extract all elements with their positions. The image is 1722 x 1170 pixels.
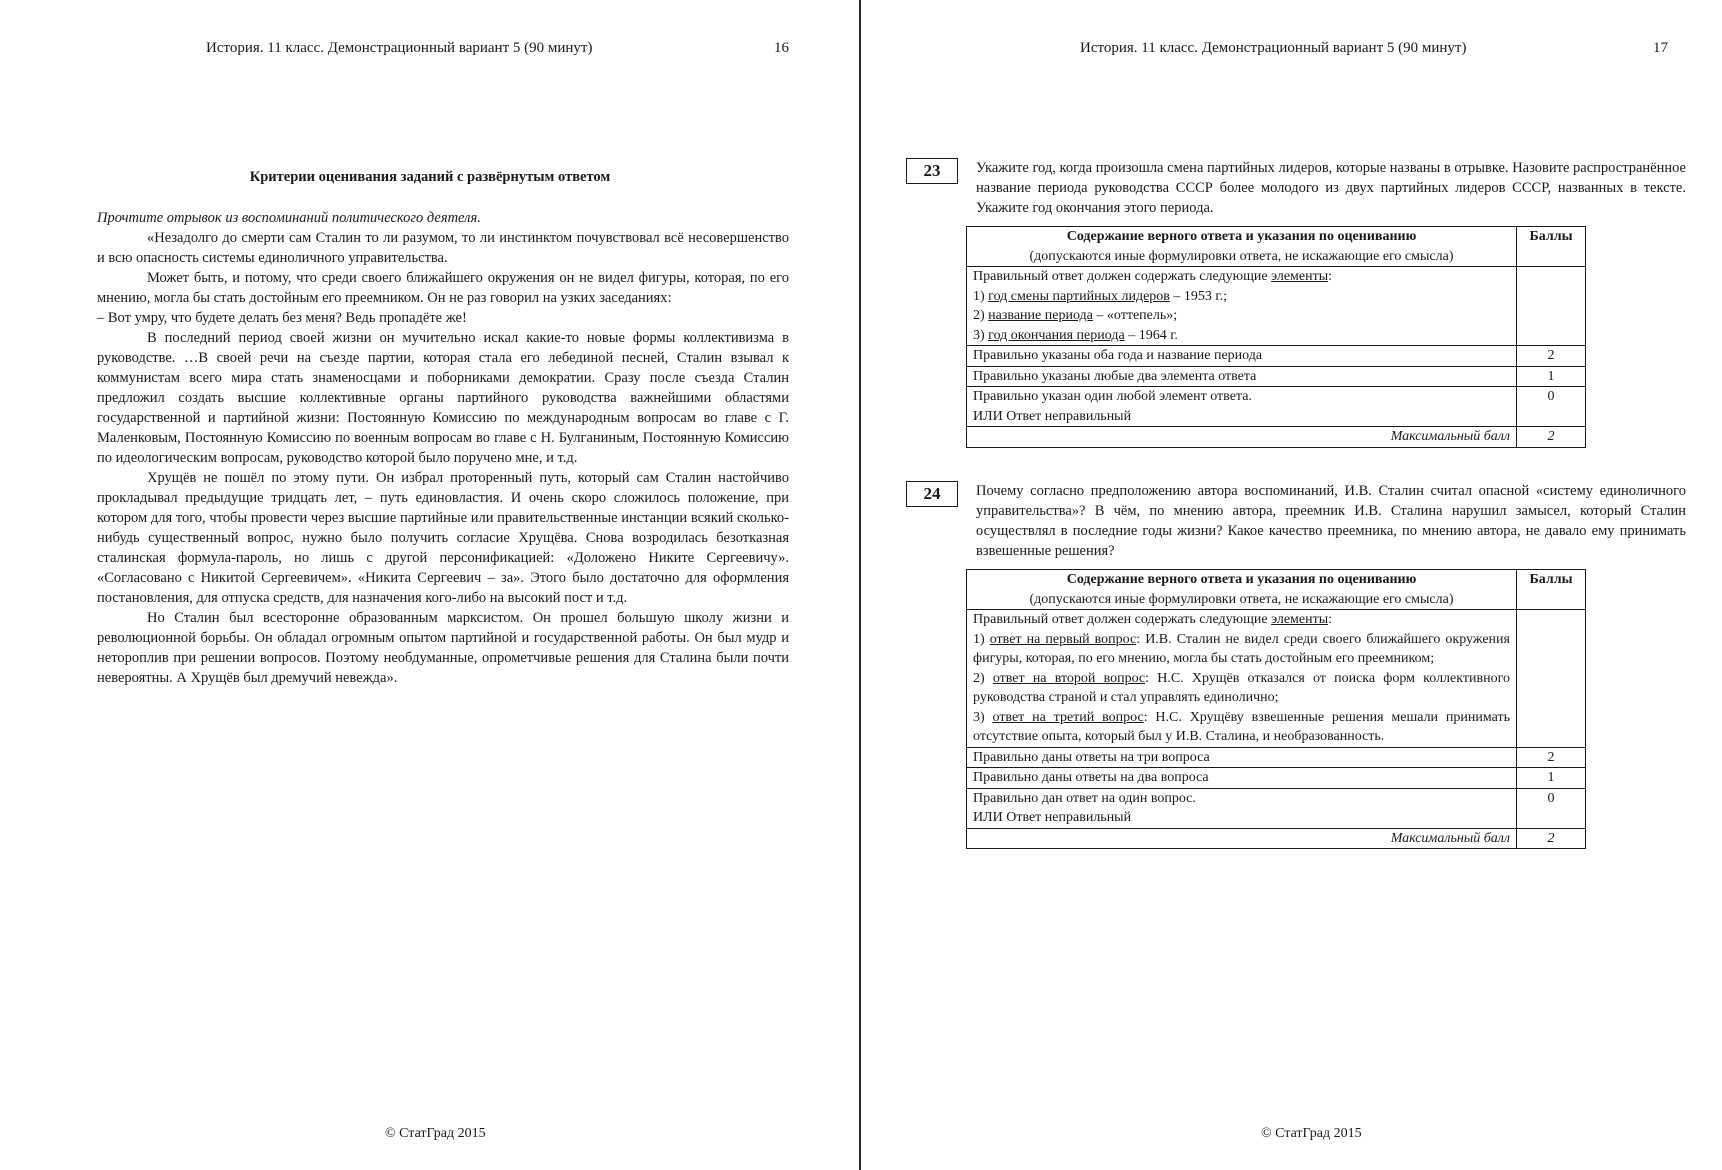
right-page bbox=[862, 0, 1722, 1170]
element-num: 3) bbox=[973, 327, 989, 343]
answer-intro: Правильный ответ должен содержать следующие bbox=[973, 612, 1272, 627]
header-note: (допускаются иные формулировки ответа, не искажающие его смысла) bbox=[1029, 248, 1454, 264]
table-row bbox=[967, 267, 1586, 346]
task-number-box: 24 bbox=[906, 481, 958, 507]
page-divider bbox=[859, 0, 861, 1170]
answer-intro-colon: : bbox=[1328, 612, 1333, 627]
table-header-content bbox=[967, 227, 1517, 267]
element-text: : Н.С. Хрущёву взвешенные решения мешали принимать отсутствие опыта, который был у И.В. Сталина, и необразованность. bbox=[973, 709, 1510, 744]
max-score-value: 2 bbox=[1517, 828, 1586, 849]
element-num: 3) bbox=[973, 709, 993, 725]
answer-element bbox=[973, 630, 1510, 669]
page-header: История. 11 класс. Демонстрационный вариант 5 (90 минут) bbox=[1080, 40, 1467, 56]
table-header-row bbox=[967, 570, 1586, 610]
header-title: Содержание верного ответа и указания по оцениванию bbox=[1066, 572, 1417, 587]
element-num: 2) bbox=[973, 308, 989, 323]
criterion-score: 0 bbox=[1517, 387, 1586, 427]
criterion-text: Правильно указаны оба года и название периода bbox=[967, 346, 1517, 367]
element-num: 1) bbox=[973, 288, 989, 304]
max-score-row bbox=[967, 427, 1586, 448]
header-score bbox=[1517, 227, 1586, 267]
criterion-text-line: ИЛИ Ответ неправильный bbox=[973, 810, 1132, 825]
element-num: 2) bbox=[973, 670, 993, 686]
element-text: – 1964 г. bbox=[1124, 327, 1178, 343]
element-text: : И.В. Сталин не видел среди своего ближайшего окружения фигуры, которая, по его мнению, могла бы стать достойным его преемником; bbox=[973, 631, 1510, 666]
max-score-row bbox=[967, 828, 1586, 849]
passage-paragraph: Хрущёв не пошёл по этому пути. Он избрал проторенный путь, который сам Сталин настойчиво прокладывал предыдущие тридцать лет, – путь единовластия. И очень скоро сложилось положение, при котором для того, чтобы провести через высшие партийные или правительственные инстанции всякий сколько-нибудь существенный вопрос, нужно было получить согласие Хрущёва. Снова возродилась безотказная сталинская формула-пароль, но лишь с другой персонификацией: «Доложено Никите Сергеевичу». «Согласовано с Никитой Сергеевичем». «Никита Сергеевич – за». Этого было достаточно для оформления постановления, для отпуска средств, для назначения кого-либо на высокий пост и т.д. bbox=[97, 470, 789, 606]
header-score-label: Баллы bbox=[1529, 572, 1573, 587]
table-row bbox=[967, 610, 1586, 748]
page-number: 17 bbox=[1653, 40, 1668, 56]
answer-element bbox=[973, 326, 1510, 346]
header-title: Содержание верного ответа и указания по оцениванию bbox=[1066, 229, 1417, 244]
passage-paragraph: – Вот умру, что будете делать без меня? Ведь пропадёте же! bbox=[97, 310, 467, 326]
criterion-score: 1 bbox=[1517, 768, 1586, 789]
answer-elements bbox=[967, 267, 1517, 346]
table-row bbox=[967, 366, 1586, 387]
left-page bbox=[0, 0, 860, 1170]
page-footer: © СтатГрад 2015 bbox=[385, 1126, 486, 1141]
answer-intro-colon: : bbox=[1328, 269, 1333, 284]
answer-element bbox=[973, 287, 1510, 307]
element-label: год смены партийных лидеров bbox=[988, 288, 1170, 304]
max-score-label: Максимальный балл bbox=[967, 828, 1517, 849]
passage-paragraph: «Незадолго до смерти сам Сталин то ли разумом, то ли инстинктом почувствовал всё несовершенство и всю опасность системы единоличного управительства. bbox=[97, 230, 789, 266]
task-question: Укажите год, когда произошла смена партийных лидеров, которые названы в отрывке. Назовите распространённое название периода руководства СССР более молодого из двух партийных лидеров СССР, названных в тексте. Укажите год окончания этого периода. bbox=[976, 160, 1686, 216]
passage-intro: Прочтите отрывок из воспоминаний политического деятеля. bbox=[97, 210, 481, 226]
element-num: 1) bbox=[973, 631, 990, 647]
header-score bbox=[1517, 570, 1586, 610]
empty-score bbox=[1517, 267, 1586, 346]
element-label: год окончания периода bbox=[988, 327, 1125, 343]
table-row bbox=[967, 747, 1586, 768]
table-header-row bbox=[967, 227, 1586, 267]
criterion-text bbox=[967, 788, 1517, 828]
criterion-score: 2 bbox=[1517, 346, 1586, 367]
criterion-text: Правильно даны ответы на три вопроса bbox=[967, 747, 1517, 768]
passage-paragraph: Но Сталин был всесторонне образованным марксистом. Он прошел большую школу жизни и революционной борьбы. Он обладал огромным опытом партийной и государственной работы. Он был мудр и нетороплив при решении вопросов. Поэтому необдуманные, опрометчивые решения для Сталина были почти невероятны. А Хрущёв был дремучий невежда». bbox=[97, 610, 789, 686]
answer-element bbox=[973, 669, 1510, 708]
criterion-text-line: Правильно указан один любой элемент ответа. bbox=[973, 389, 1252, 404]
element-label: ответ на первый вопрос bbox=[989, 631, 1137, 647]
empty-score bbox=[1517, 610, 1586, 748]
answer-intro: Правильный ответ должен содержать следующие bbox=[973, 269, 1272, 284]
criterion-text-line: Правильно дан ответ на один вопрос. bbox=[973, 790, 1196, 806]
answer-element bbox=[973, 708, 1510, 747]
passage-paragraph: В последний период своей жизни он мучительно искал какие-то новые формы коллективизма в руководстве. …В своей речи на съезде партии, которая стала его лебединой песней, Сталин взывал к коммунистам всего мира стать знаменосцами и поборниками демократии. Сразу после съезда Сталин предложил создать высшие коллективные органы партийного руководства важнейшими областями государственной и партийной жизни: Постоянную Комиссию по международным вопросам во главе с Г. Маленковым, Постоянную Комиссию по военным вопросам во главе с Н. Булганиным, Постоянную Комиссию по идеологическим вопросам, руководство которой было поручено мне, и т.д. bbox=[97, 330, 789, 466]
answer-intro-underlined: элементы bbox=[1271, 612, 1329, 627]
element-label: название периода bbox=[988, 308, 1093, 323]
answer-intro-underlined: элементы bbox=[1271, 269, 1329, 284]
criterion-score: 2 bbox=[1517, 747, 1586, 768]
passage-paragraph: Может быть, и потому, что среди своего ближайшего окружения он не видел фигуры, которая, по его мнению, могла бы стать достойным его преемником. Он не раз говорил на узких заседаниях: bbox=[97, 270, 789, 306]
task-23 bbox=[906, 158, 1686, 448]
page-number: 16 bbox=[774, 40, 789, 56]
page-footer: © СтатГрад 2015 bbox=[1261, 1126, 1362, 1141]
page-header: История. 11 класс. Демонстрационный вариант 5 (90 минут) bbox=[206, 40, 593, 56]
source-passage bbox=[97, 208, 789, 688]
element-text: : Н.С. Хрущёв отказался от поиска форм коллективного руководства страной и стал управлять единолично; bbox=[973, 670, 1510, 705]
task-number-box: 23 bbox=[906, 158, 958, 184]
table-row bbox=[967, 768, 1586, 789]
header-score-label: Баллы bbox=[1529, 229, 1573, 244]
table-row bbox=[967, 346, 1586, 367]
max-score-value: 2 bbox=[1517, 427, 1586, 448]
criterion-text: Правильно даны ответы на два вопроса bbox=[967, 768, 1517, 789]
task-question: Почему согласно предположению автора воспоминаний, И.В. Сталин считал опасной «систему единоличного управительства»? В чём, по мнению автора, преемник И.В. Сталина нарушил замысел, который Сталин осуществлял в последние годы жизни? Какое качество преемника, по мнению автора, не давало ему принимать взвешенные решения? bbox=[976, 483, 1686, 559]
criterion-text-line: ИЛИ Ответ неправильный bbox=[973, 408, 1132, 424]
element-label: ответ на третий вопрос bbox=[992, 709, 1144, 725]
max-score-label: Максимальный балл bbox=[967, 427, 1517, 448]
element-label: ответ на второй вопрос bbox=[992, 670, 1146, 686]
criteria-table bbox=[966, 226, 1586, 448]
criterion-score: 1 bbox=[1517, 366, 1586, 387]
criteria-table bbox=[966, 569, 1586, 849]
criterion-text bbox=[967, 387, 1517, 427]
table-row bbox=[967, 788, 1586, 828]
element-text: – «оттепель»; bbox=[1092, 308, 1178, 323]
header-note: (допускаются иные формулировки ответа, не искажающие его смысла) bbox=[1029, 591, 1454, 607]
element-text: – 1953 г.; bbox=[1169, 288, 1227, 304]
table-header-content bbox=[967, 570, 1517, 610]
table-row bbox=[967, 387, 1586, 427]
criterion-text: Правильно указаны любые два элемента ответа bbox=[967, 366, 1517, 387]
answer-elements bbox=[967, 610, 1517, 748]
answer-element bbox=[973, 306, 1510, 326]
task-24 bbox=[906, 481, 1686, 849]
criterion-score: 0 bbox=[1517, 788, 1586, 828]
section-title: Критерии оценивания заданий с развёрнутым ответом bbox=[249, 169, 611, 185]
